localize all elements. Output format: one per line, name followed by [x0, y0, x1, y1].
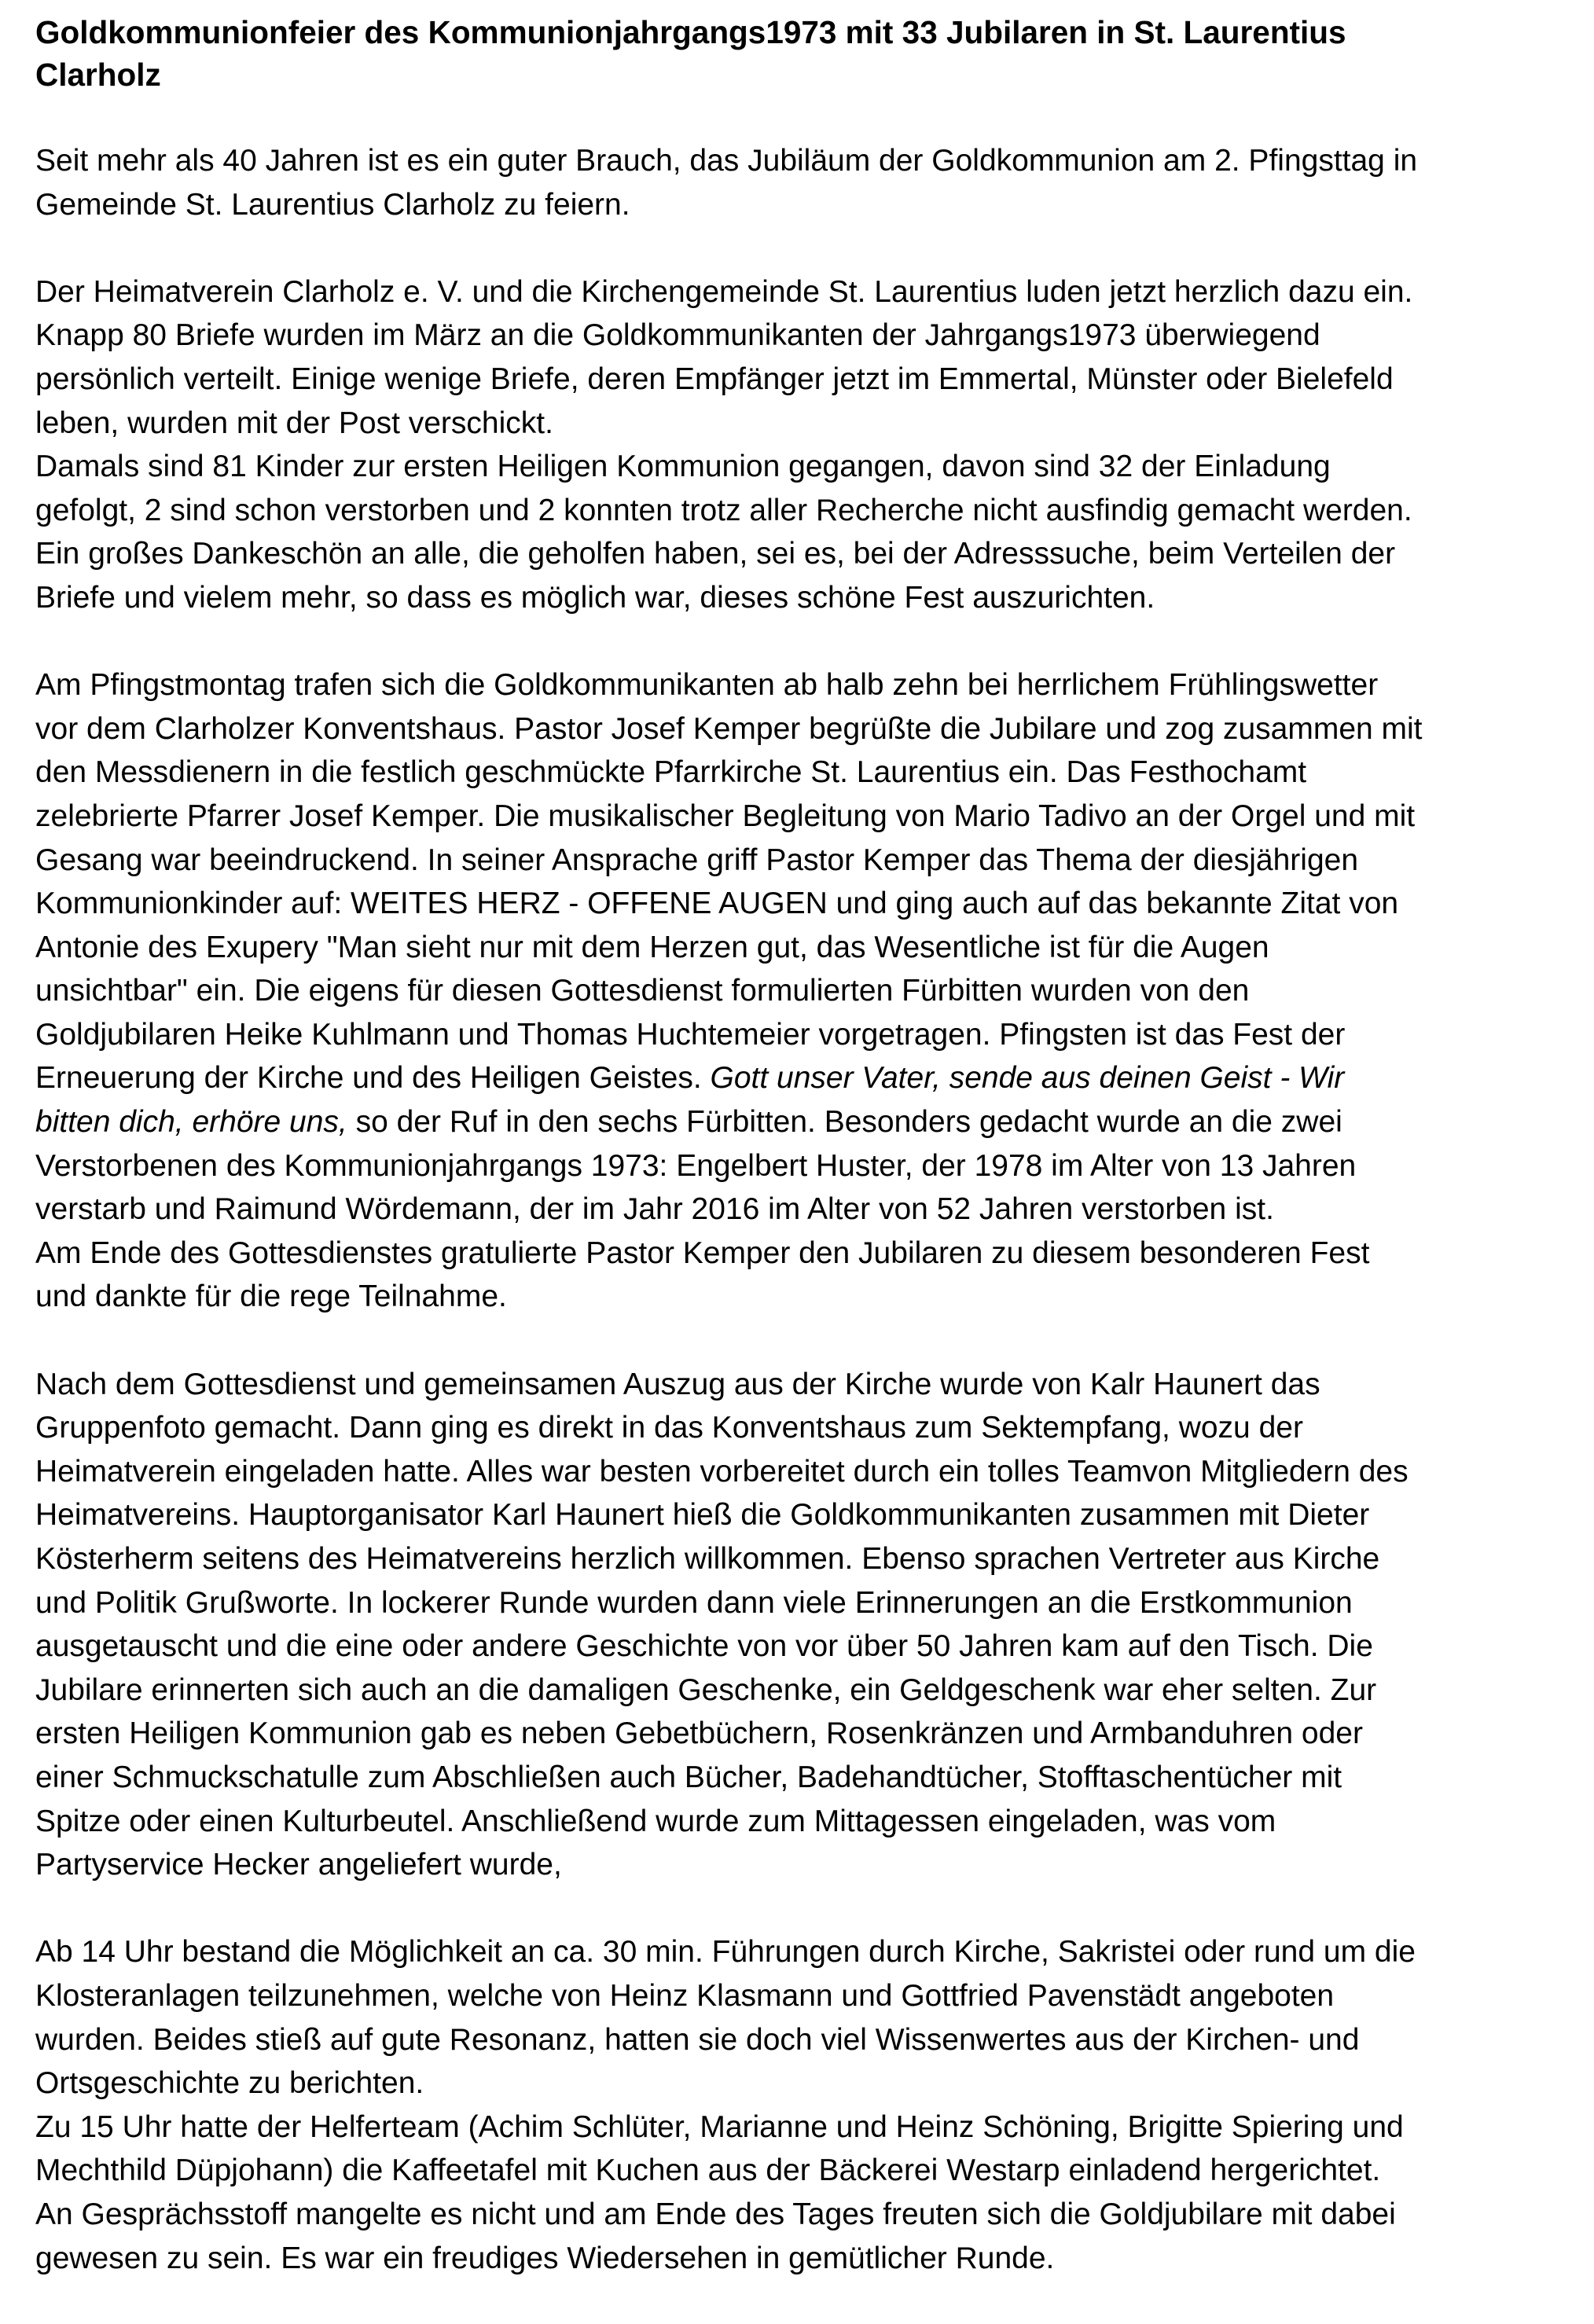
text-line: Ab 14 Uhr bestand die Möglichkeit an ca. 30 min. Führungen durch Kirche, Sakristei oder rund um die: [35, 1935, 1416, 1970]
text-run: so der Ruf in den sechs Fürbitten. Besonders gedacht wurde an die zwei: [347, 1105, 1342, 1140]
text-line: gewesen zu sein. Es war ein freudiges Wiedersehen in gemütlicher Runde.: [35, 2241, 1055, 2275]
text-line: Gruppenfoto gemacht. Dann ging es direkt in das Konventshaus zum Sektempfang, wozu der: [35, 1411, 1303, 1445]
paragraph-intro: [35, 139, 1576, 226]
paragraph-invitation: [35, 270, 1576, 620]
text-line: Am Pfingstmontag trafen sich die Goldkommunikanten ab halb zehn bei herrlichem Frühlingswetter: [35, 668, 1379, 703]
spacer: [35, 1319, 1576, 1363]
text-line: ausgetauscht und die eine oder andere Geschichte von vor über 50 Jahren kam auf den Tisch. Die: [35, 1629, 1373, 1664]
text-line: und Politik Grußworte. In lockerer Runde wurden dann viele Erinnerungen an die Erstkommunion: [35, 1585, 1353, 1620]
text-line: Gesang war beeindruckend. In seiner Ansprache griff Pastor Kemper das Thema der diesjährigen: [35, 843, 1359, 877]
text-line: gefolgt, 2 sind schon verstorben und 2 konnten trotz aller Recherche nicht ausfindig gemacht werden.: [35, 493, 1412, 527]
text-line: Partyservice Hecker angeliefert wurde,: [35, 1848, 562, 1882]
spacer: [35, 1887, 1576, 1931]
text-line: An Gesprächsstoff mangelte es nicht und am Ende des Tages freuten sich die Goldjubilare mit dabei: [35, 2197, 1396, 2231]
spacer: [35, 96, 1576, 139]
text-line: Zu 15 Uhr hatte der Helferteam (Achim Schlüter, Marianne und Heinz Schöning, Brigitte Spiering und: [35, 2109, 1404, 2144]
article-title: [35, 11, 1576, 96]
text-line: Antonie des Exupery "Man sieht nur mit dem Herzen gut, das Wesentliche ist für die Augen: [35, 930, 1269, 964]
spacer: [35, 226, 1576, 270]
text-line: Nach dem Gottesdienst und gemeinsamen Auszug aus der Kirche wurde von Kalr Haunert das: [35, 1367, 1320, 1401]
text-line: persönlich verteilt. Einige wenige Briefe, deren Empfänger jetzt im Emmertal, Münster oder Bielefeld: [35, 362, 1394, 396]
text-line: zelebrierte Pfarrer Josef Kemper. Die musikalischer Begleitung von Mario Tadivo an der Orgel und mit: [35, 799, 1416, 833]
text-line: Heimatvereins. Hauptorganisator Karl Haunert hieß die Goldkommunikanten zusammen mit Dieter: [35, 1498, 1370, 1533]
text-line: Der Heimatverein Clarholz e. V. und die Kirchengemeinde St. Laurentius luden jetzt herzlich dazu ein.: [35, 274, 1413, 309]
spacer: [35, 620, 1576, 664]
text-line: Verstorbenen des Kommunionjahrgangs 1973: Engelbert Huster, der 1978 im Alter von 13 Jahren: [35, 1148, 1357, 1183]
text-line: Briefe und vielem mehr, so dass es möglich war, dieses schöne Fest auszurichten.: [35, 580, 1155, 615]
text-line: [35, 1100, 1576, 1144]
text-line: Knapp 80 Briefe wurden im März an die Goldkommunikanten der Jahrgangs1973 überwiegend: [35, 318, 1320, 353]
text-line: Ein großes Dankeschön an alle, die geholfen haben, sei es, bei der Adresssuche, beim Verteilen der: [35, 537, 1396, 571]
text-line: Ortsgeschichte zu berichten.: [35, 2066, 424, 2101]
text-line: Gemeinde St. Laurentius Clarholz zu feiern.: [35, 187, 630, 222]
italic-quote: bitten dich, erhöre uns,: [35, 1105, 347, 1140]
title-line: Goldkommunionfeier des Kommunionjahrgangs1973 mit 33 Jubilaren in St. Laurentius: [35, 14, 1346, 50]
italic-quote: Gott unser Vater, sende aus deinen Geist - Wir: [710, 1061, 1345, 1096]
paragraph-reception: [35, 1363, 1576, 1887]
text-line: unsichtbar" ein. Die eigens für diesen Gottesdienst formulierten Fürbitten wurden von den: [35, 974, 1250, 1008]
text-line: Goldjubilaren Heike Kuhlmann und Thomas Huchtemeier vorgetragen. Pfingsten ist das Fest der: [35, 1017, 1346, 1052]
text-line: leben, wurden mit der Post verschickt.: [35, 406, 553, 440]
text-line: Damals sind 81 Kinder zur ersten Heiligen Kommunion gegangen, davon sind 32 der Einladung: [35, 450, 1331, 484]
text-line: Jubilare erinnerten sich auch an die damaligen Geschenke, ein Geldgeschenk war eher selten. Zur: [35, 1672, 1377, 1707]
text-line: vor dem Clarholzer Konventshaus. Pastor Josef Kemper begrüßte die Jubilare und zog zusammen mit: [35, 711, 1423, 746]
text-line: wurden. Beides stieß auf gute Resonanz, hatten sie doch viel Wissenwertes aus der Kirchen- und: [35, 2022, 1360, 2057]
text-line: Spitze oder einen Kulturbeutel. Anschließend wurde zum Mittagessen eingeladen, was vom: [35, 1804, 1276, 1838]
document-page: [35, 11, 1576, 2280]
text-line: Heimatverein eingeladen hatte. Alles war besten vorbereitet durch ein tolles Teamvon Mitgliedern des: [35, 1454, 1409, 1489]
text-line: und dankte für die rege Teilnahme.: [35, 1279, 507, 1314]
text-line: Klosteranlagen teilzunehmen, welche von Heinz Klasmann und Gottfried Pavenstädt angeboten: [35, 1978, 1335, 2013]
text-line: einer Schmuckschatulle zum Abschließen auch Bücher, Badehandtücher, Stofftaschentücher mit: [35, 1760, 1342, 1794]
text-line: [35, 1056, 1576, 1100]
text-line: den Messdienern in die festlich geschmückte Pfarrkirche St. Laurentius ein. Das Festhochamt: [35, 755, 1307, 790]
text-line: ersten Heiligen Kommunion gab es neben Gebetbüchern, Rosenkränzen und Armbanduhren oder: [35, 1716, 1363, 1751]
text-line: Am Ende des Gottesdienstes gratulierte Pastor Kemper den Jubilaren zu diesem besonderen Fest: [35, 1235, 1370, 1270]
paragraph-service: [35, 663, 1576, 1319]
paragraph-afternoon: [35, 1930, 1576, 2280]
text-line: Kösterherm seitens des Heimatvereins herzlich willkommen. Ebenso sprachen Vertreter aus Kirche: [35, 1542, 1380, 1576]
text-run: Erneuerung der Kirche und des Heiligen Geistes.: [35, 1061, 711, 1096]
text-line: Mechthild Düpjohann) die Kaffeetafel mit Kuchen aus der Bäckerei Westarp einladend hergerichtet.: [35, 2153, 1381, 2188]
text-line: Kommunionkinder auf: WEITES HERZ - OFFENE AUGEN und ging auch auf das bekannte Zitat von: [35, 887, 1399, 921]
text-line: Seit mehr als 40 Jahren ist es ein guter Brauch, das Jubiläum der Goldkommunion am 2. Pfingsttag in: [35, 144, 1418, 178]
text-line: verstarb und Raimund Wördemann, der im Jahr 2016 im Alter von 52 Jahren verstorben ist.: [35, 1192, 1274, 1227]
title-line: Clarholz: [35, 57, 161, 93]
